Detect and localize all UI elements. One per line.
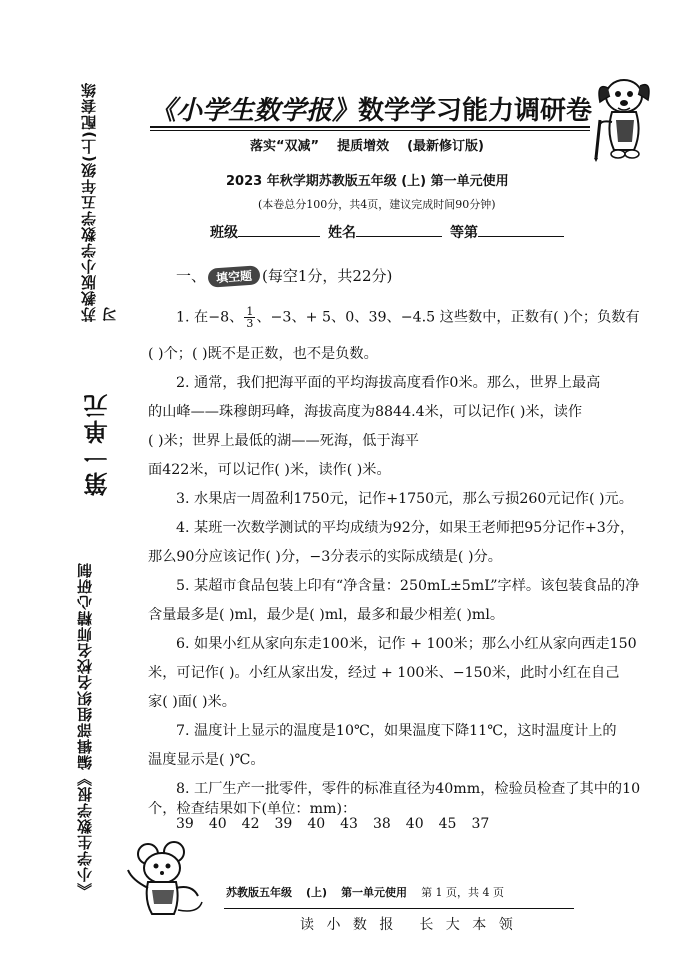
footer-term: (上) bbox=[306, 886, 328, 899]
measurement-value: 39 bbox=[176, 816, 194, 832]
class-field[interactable] bbox=[238, 224, 320, 237]
question-2-line-4: 面422米，可以记作( )米，读作( )米。 bbox=[148, 462, 391, 478]
question-5-line-2: 含量最多是( )ml，最少是( )ml，最多和最少相差( )ml。 bbox=[148, 607, 505, 623]
header-divider bbox=[150, 126, 590, 128]
edition-label: (最新修订版) bbox=[407, 139, 484, 154]
semester-label: 2023 年秋学期苏教版五年级 (上) 第一单元使用 bbox=[226, 174, 509, 189]
question-2-line-3: ( )米；世界上最低的湖——死海，低于海平 bbox=[148, 433, 419, 449]
slogan-quality: 提质增效 bbox=[337, 139, 390, 154]
title-text: 数学学习能力调研卷 bbox=[358, 96, 593, 126]
footer-divider bbox=[224, 908, 574, 909]
page-title bbox=[150, 90, 592, 127]
fraction-denominator: 3 bbox=[246, 317, 254, 330]
footer-info bbox=[226, 884, 518, 900]
question-7-line-2: 温度显示是( )℃。 bbox=[148, 752, 265, 768]
question-1-line-2: ( )个；( )既不是正数，也不是负数。 bbox=[148, 346, 378, 362]
measurement-value: 43 bbox=[340, 816, 358, 832]
measurement-values bbox=[176, 816, 504, 832]
question-4-line-2: 那么90分应该记作( )分，−3分表示的实际成绩是( )分。 bbox=[148, 549, 502, 565]
measurement-value: 40 bbox=[307, 816, 326, 832]
measurement-value: 40 bbox=[405, 816, 424, 832]
fraction-numerator: 1 bbox=[246, 305, 254, 318]
question-text: 、−3、+ 5、0、39、−4.5 这些数中，正数有( )个；负数有 bbox=[256, 309, 640, 326]
motto-read: 读 小 数 报 bbox=[300, 917, 398, 933]
rank-field[interactable] bbox=[478, 224, 564, 237]
footer-unit: 第一单元使用 bbox=[341, 886, 408, 899]
question-2-line-1: 2. 通常，我们把海平面的平均海拔高度看作0米。那么，世界上最高 bbox=[176, 375, 601, 391]
name-field[interactable] bbox=[356, 224, 442, 237]
question-8-line-2: 个，检查结果如下(单位：mm)： bbox=[148, 801, 357, 817]
question-8-line-1: 8. 工厂生产一批零件，零件的标准直径为40mm，检验员检查了其中的10 bbox=[176, 781, 641, 797]
brand-logo: 《小学生数学报》 bbox=[150, 96, 359, 126]
measurement-value: 37 bbox=[471, 816, 490, 832]
measurement-value: 38 bbox=[372, 816, 391, 832]
section-badge: 填空题 bbox=[207, 265, 260, 288]
question-3: 3. 水果店一周盈利1750元，记作+1750元，那么亏损260元记作( )元。 bbox=[176, 491, 633, 507]
question-1-line-1 bbox=[176, 306, 640, 329]
question-4-line-1: 4. 某班一次数学测试的平均成绩为92分，如果王老师把95分记作+3分， bbox=[176, 520, 635, 536]
question-5-line-1: 5. 某超市食品包装上印有“净含量：250mL±5mL”字样。该包装食品的净 bbox=[176, 578, 640, 594]
question-text: 1. 在−8、 bbox=[176, 309, 244, 326]
motto-grow: 长 大 本 领 bbox=[419, 917, 517, 933]
header-slogans bbox=[250, 135, 502, 154]
measurement-value: 42 bbox=[241, 816, 260, 832]
header-divider-thin bbox=[150, 130, 590, 131]
class-label: 班级 bbox=[210, 225, 238, 241]
question-6-line-1: 6. 如果小红从家向东走100米，记作 + 100米；那么小红从家向西走150 bbox=[176, 636, 637, 652]
editor-label: 《小学生数学报》编辑部组织名校名师精心研制 bbox=[76, 562, 94, 898]
section-heading bbox=[176, 265, 392, 286]
section-score: (每空1分，共22分) bbox=[262, 267, 393, 285]
measurement-value: 39 bbox=[274, 816, 293, 832]
footer-motto bbox=[300, 914, 539, 934]
measurement-value: 45 bbox=[438, 816, 457, 832]
section-number: 一、 bbox=[176, 267, 207, 285]
series-label: 苏教版小学数学五年级(上)配套练习 bbox=[80, 82, 119, 322]
exam-note: (本卷总分100分，共4页，建议完成时间90分钟) bbox=[258, 198, 496, 211]
student-info-row bbox=[210, 222, 572, 242]
mascot-mouse-icon bbox=[118, 840, 208, 920]
measurement-value: 40 bbox=[208, 816, 227, 832]
mascot-dog-icon bbox=[590, 72, 660, 162]
question-2-line-2: 的山峰——珠穆朗玛峰，海拔高度为8844.4米，可以记作( )米，读作 bbox=[148, 404, 583, 420]
unit-label: 第一单元 bbox=[84, 392, 112, 496]
question-7-line-1: 7. 温度计上显示的温度是10℃，如果温度下降11℃，这时温度计上的 bbox=[176, 723, 617, 739]
slogan-reduce: 落实“双减” bbox=[250, 139, 320, 154]
question-6-line-3: 家( )面( )米。 bbox=[148, 694, 236, 710]
rank-label: 等第 bbox=[450, 225, 478, 241]
question-6-line-2: 米，可记作( )。小红从家出发，经过 + 100米、−150米，此时小红在自己 bbox=[148, 665, 620, 681]
page-number: 第 1 页，共 4 页 bbox=[421, 886, 505, 899]
footer-edition: 苏教版五年级 bbox=[226, 886, 292, 899]
name-label: 姓名 bbox=[328, 225, 356, 241]
fraction bbox=[244, 306, 255, 329]
